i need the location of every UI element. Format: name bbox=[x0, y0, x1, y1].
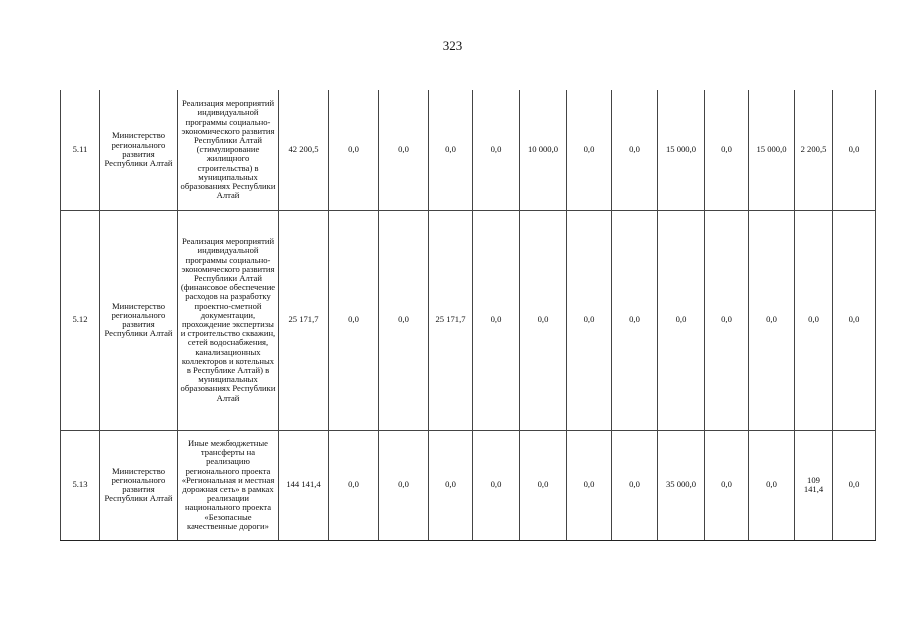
page-number: 323 bbox=[442, 38, 463, 53]
value-cell: 2 200,5 bbox=[795, 90, 833, 210]
value-cell: 15 000,0 bbox=[658, 90, 705, 210]
table-row bbox=[61, 430, 876, 540]
value-cell: 0,0 bbox=[705, 430, 749, 540]
value-cell: 42 200,5 bbox=[279, 90, 329, 210]
value-cell: 0,0 bbox=[749, 210, 795, 430]
value-cell: 0,0 bbox=[705, 90, 749, 210]
value-cell: 0,0 bbox=[329, 210, 379, 430]
budget-table bbox=[60, 90, 876, 541]
value-cell: 25 171,7 bbox=[429, 210, 473, 430]
value-cell: 0,0 bbox=[833, 430, 876, 540]
value-cell: 0,0 bbox=[429, 430, 473, 540]
value-cell: 0,0 bbox=[612, 90, 658, 210]
value-cell: 0,0 bbox=[833, 210, 876, 430]
value-cell: 0,0 bbox=[567, 430, 612, 540]
value-cell: 35 000,0 bbox=[658, 430, 705, 540]
description-cell: Реализация мероприятий индивидуальной программы социально-экономического развития Республики Алтай (стимулирование жилищного строительства) в муниципальных образованиях Республики Алтай bbox=[178, 90, 279, 210]
value-cell: 0,0 bbox=[749, 430, 795, 540]
value-cell: 25 171,7 bbox=[279, 210, 329, 430]
value-cell: 10 000,0 bbox=[520, 90, 567, 210]
value-cell: 0,0 bbox=[473, 430, 520, 540]
row-number: 5.11 bbox=[61, 90, 100, 210]
value-cell: 0,0 bbox=[612, 210, 658, 430]
value-cell: 0,0 bbox=[379, 90, 429, 210]
value-cell: 0,0 bbox=[520, 430, 567, 540]
value-cell: 0,0 bbox=[379, 210, 429, 430]
value-cell: 0,0 bbox=[473, 210, 520, 430]
value-cell: 0,0 bbox=[473, 90, 520, 210]
value-cell: 0,0 bbox=[658, 210, 705, 430]
table-row bbox=[61, 90, 876, 210]
value-cell: 0,0 bbox=[833, 90, 876, 210]
value-cell: 0,0 bbox=[567, 90, 612, 210]
row-number: 5.13 bbox=[61, 430, 100, 540]
table-row bbox=[61, 210, 876, 430]
value-cell: 0,0 bbox=[795, 210, 833, 430]
ministry-cell: Министерство регионального развития Республики Алтай bbox=[100, 90, 178, 210]
value-cell: 15 000,0 bbox=[749, 90, 795, 210]
value-cell: 0,0 bbox=[329, 430, 379, 540]
value-cell: 144 141,4 bbox=[279, 430, 329, 540]
value-cell: 0,0 bbox=[705, 210, 749, 430]
value-cell: 0,0 bbox=[429, 90, 473, 210]
value-cell: 0,0 bbox=[612, 430, 658, 540]
ministry-cell: Министерство регионального развития Республики Алтай bbox=[100, 430, 178, 540]
value-cell: 0,0 bbox=[329, 90, 379, 210]
row-number: 5.12 bbox=[61, 210, 100, 430]
description-cell: Иные межбюджетные трансферты на реализацию регионального проекта «Региональная и местная дорожная сеть» в рамках реализации национального проекта «Безопасные качественные дороги» bbox=[178, 430, 279, 540]
ministry-cell: Министерство регионального развития Республики Алтай bbox=[100, 210, 178, 430]
value-cell: 109 141,4 bbox=[795, 430, 833, 540]
description-cell: Реализация мероприятий индивидуальной программы социально-экономического развития Республики Алтай (финансовое обеспечение расходов на разработку проектно-сметной документации, прохождение экспертизы и строительство скважин, сетей водоснабжения, канализационных коллекторов и котельных в Республике Алтай) в муниципальных образованиях Республики Алтай bbox=[178, 210, 279, 430]
value-cell: 0,0 bbox=[520, 210, 567, 430]
value-cell: 0,0 bbox=[567, 210, 612, 430]
value-cell: 0,0 bbox=[379, 430, 429, 540]
